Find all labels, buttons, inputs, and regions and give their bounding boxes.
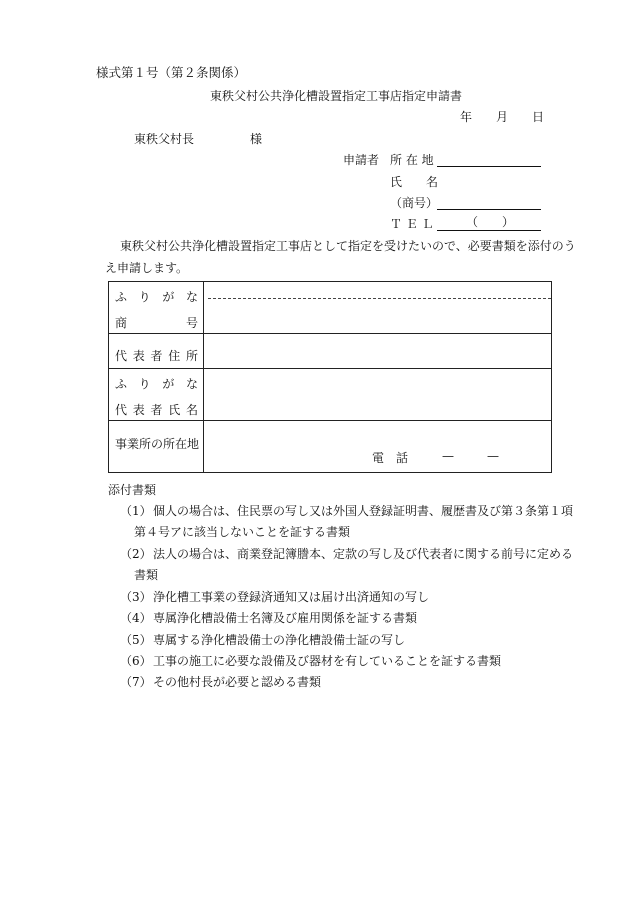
document-title: 東秩父村公共浄化槽設置指定工事店指定申請書 — [210, 89, 463, 103]
rep-name-input-cell[interactable] — [204, 369, 552, 421]
trade-name-input-cell[interactable] — [204, 282, 552, 334]
rep-address-label-cell — [109, 334, 204, 369]
phone-separator-1: — — [442, 449, 454, 463]
date-month-label: 月 — [496, 110, 509, 124]
applicant-address-field[interactable] — [437, 166, 541, 167]
date-day-label: 日 — [532, 110, 545, 124]
applicant-details-table — [108, 281, 552, 473]
furigana-label: ふ り が な — [115, 377, 198, 391]
table-row-rep-address — [109, 334, 552, 369]
applicant-trade-name-label: （商号） — [390, 196, 439, 210]
phone-separator-2: — — [487, 449, 499, 463]
applicant-trade-name-field[interactable] — [437, 209, 541, 210]
office-location-input-cell[interactable] — [204, 421, 552, 473]
attachment-item-2-continuation: 書類 — [134, 568, 159, 582]
rep-address-input-cell[interactable] — [204, 334, 552, 369]
applicant-name-label: 氏 名 — [390, 175, 439, 189]
attachment-item-2: （2）法人の場合は、商業登記簿謄本、定款の写し及び代表者に関する前号に定める — [120, 547, 574, 561]
office-location-label: 事業所の所在地 — [115, 437, 200, 451]
furigana-dashed-divider — [208, 298, 551, 299]
table-row-rep-name — [109, 369, 552, 421]
attachment-item-7: （7）その他村長が必要と認める書類 — [120, 675, 322, 689]
tel-area-code-parens: （ ） — [466, 215, 515, 229]
rep-address-label: 代 表 者 住 所 — [115, 349, 198, 363]
request-statement-line1: 東秩父村公共浄化槽設置指定工事店として指定を受けたいので、必要書類を添付のう — [120, 239, 576, 253]
attachment-item-5: （5）専属する浄化槽設備士の浄化槽設備士証の写し — [120, 633, 406, 647]
date-year-label: 年 — [460, 110, 473, 124]
trade-name-label: 商 号 — [115, 316, 198, 330]
rep-name-label: 代 表 者 氏 名 — [115, 403, 198, 417]
attachment-item-4: （4）専属浄化槽設備士名簿及び雇用関係を証する書類 — [120, 611, 418, 625]
office-location-label-cell — [109, 421, 204, 473]
attachments-title: 添付書類 — [108, 483, 157, 497]
applicant-label: 申請者 — [343, 153, 380, 167]
request-statement-line2: え申請します。 — [105, 261, 189, 275]
addressee-honorific: 様 — [250, 132, 263, 146]
addressee-name: 東秩父村長 — [134, 132, 195, 146]
attachment-item-1: （1）個人の場合は、住民票の写し又は外国人登録証明書、履歴書及び第３条第１項 — [120, 504, 574, 518]
applicant-address-label: 所 在 地 — [390, 153, 434, 167]
applicant-tel-label: Ｔ Ｅ Ｌ — [390, 217, 434, 231]
applicant-tel-field[interactable] — [437, 230, 541, 231]
table-row-office-location — [109, 421, 552, 473]
attachment-item-1-continuation: 第４号アに該当しないことを証する書類 — [134, 525, 351, 539]
attachment-item-3: （3）浄化槽工事業の登録済通知又は届け出済通知の写し — [120, 590, 430, 604]
phone-label: 電 話 — [372, 451, 409, 465]
rep-name-label-cell — [109, 369, 204, 421]
furigana-label: ふ り が な — [115, 290, 198, 304]
attachment-item-6: （6）工事の施工に必要な設備及び器材を有していることを証する書類 — [120, 654, 502, 668]
trade-name-label-cell — [109, 282, 204, 334]
table-row-trade-name — [109, 282, 552, 334]
form-number-label: 様式第１号（第２条関係） — [96, 65, 247, 80]
